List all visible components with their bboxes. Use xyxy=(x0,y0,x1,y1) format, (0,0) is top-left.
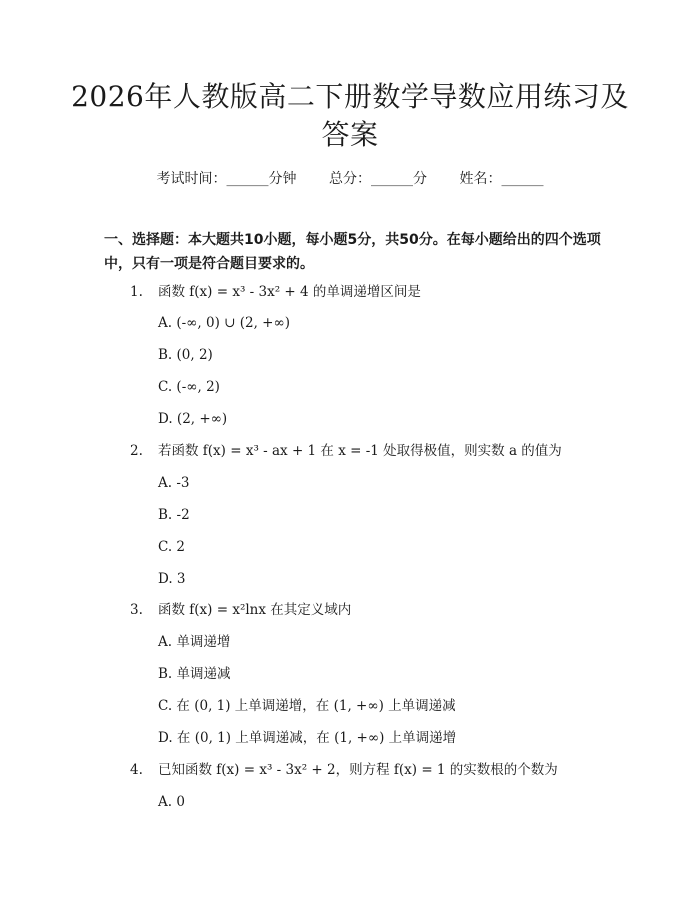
question-option: D. (2, +∞) xyxy=(158,411,228,427)
question-number: 4. xyxy=(130,762,143,778)
exam-time-field: 考试时间：______分钟 xyxy=(156,171,297,187)
question-number: 2. xyxy=(130,443,143,459)
question-option: D. 3 xyxy=(158,571,186,587)
question-text: 函数 f(x) = x³ - 3x² + 4 的单调递增区间是 xyxy=(158,284,421,300)
total-score-field: 总分：______分 xyxy=(329,171,427,187)
question-option: D. 在 (0, 1) 上单调递减，在 (1, +∞) 上单调递增 xyxy=(158,730,457,746)
question-number: 3. xyxy=(130,602,143,618)
question-option: A. -3 xyxy=(158,475,190,491)
question-text: 若函数 f(x) = x³ - ax + 1 在 x = -1 处取得极值，则实数 a 的值为 xyxy=(158,443,562,459)
question-option: B. (0, 2) xyxy=(158,347,213,363)
question-option: C. (-∞, 2) xyxy=(158,379,220,395)
question-option: A. 0 xyxy=(158,794,185,810)
question-option: A. (-∞, 0) ∪ (2, +∞) xyxy=(158,315,291,331)
exam-meta xyxy=(0,168,700,188)
question-number: 1. xyxy=(130,284,143,300)
document-title: 2026年人教版高二下册数学导数应用练习及答案 xyxy=(71,80,629,151)
question-text: 函数 f(x) = x²lnx 在其定义域内 xyxy=(158,602,352,618)
student-name-field: 姓名：______ xyxy=(459,171,544,187)
question-option: B. 单调递减 xyxy=(158,666,231,682)
question-option: C. 在 (0, 1) 上单调递增，在 (1, +∞) 上单调递减 xyxy=(158,698,456,714)
section-heading: 一、选择题：本大题共10小题，每小题5分，共50分。在每小题给出的四个选项中，只有一项是符合题目要求的。 xyxy=(104,232,601,272)
question-option: A. 单调递增 xyxy=(158,634,231,650)
question-option: B. -2 xyxy=(158,507,190,523)
question-text: 已知函数 f(x) = x³ - 3x² + 2，则方程 f(x) = 1 的实数根的个数为 xyxy=(158,762,558,778)
question-option: C. 2 xyxy=(158,539,186,555)
